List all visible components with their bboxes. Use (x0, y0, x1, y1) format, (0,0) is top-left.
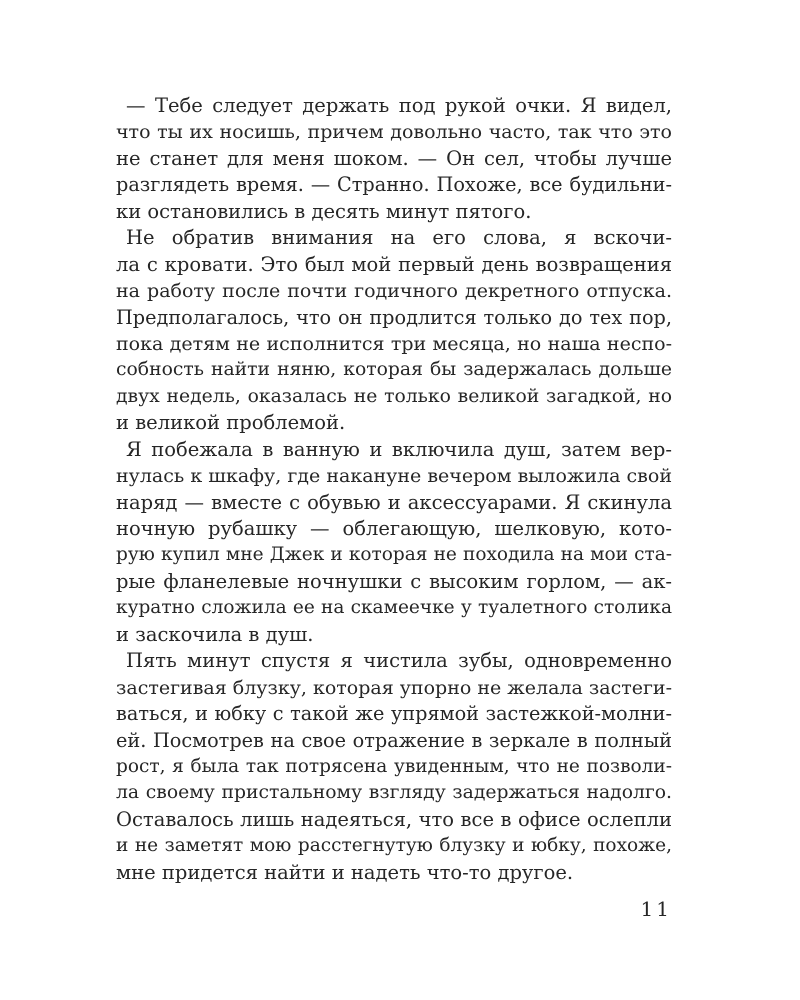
text-line: нулась к шкафу, где накануне вечером выложила свой (116, 465, 672, 488)
text-line: Пять минут спустя я чистила зубы, одновременно (126, 649, 672, 673)
text-line: застегивая блузку, которая упорно не желала застеги- (116, 676, 672, 699)
text-line: пока детям не исполнится три месяца, но наша неспо- (116, 332, 672, 355)
text-line: ей. Посмотрев на свое отражение в зеркале в полный (116, 728, 672, 752)
text-line: и не заметят мою расстегнутую блузку и юбку, похоже, (116, 835, 672, 857)
text-line: куратно сложила ее на скамеечке у туалетного столика (116, 597, 672, 619)
paragraph-3 (116, 437, 672, 649)
text-line: ки остановились в десять минут пятого. (116, 199, 532, 223)
text-line: двух недель, оказалась не только великой загадкой, но (116, 385, 672, 407)
text-line: рые фланелевые ночнушки с высоким горлом, — ак- (116, 569, 672, 593)
text-line: мне придется найти и надеть что-то другое. (116, 860, 574, 884)
text-line: и великой проблемой. (116, 411, 346, 435)
text-line: ночную рубашку — облегающую, шелковую, кото- (116, 517, 672, 540)
paragraph-2 (116, 225, 672, 437)
page-number: 11 (640, 897, 672, 921)
body-text (116, 93, 672, 886)
paragraph-1 (116, 93, 672, 225)
text-line: собность найти няню, которая бы задержалась дольше (116, 359, 672, 381)
text-line: Предполагалось, что он продлится только до тех пор, (116, 305, 672, 329)
text-line: рост, я была так потрясена увиденным, что не позволи- (116, 755, 672, 777)
text-line: разглядеть время. — Странно. Похоже, все будильни- (116, 173, 672, 197)
text-line: не станет для меня шоком. — Он сел, чтобы лучше (116, 146, 672, 170)
text-line: рую купил мне Джек и которая не походила на мои ста- (116, 544, 672, 566)
text-line: — Тебе следует держать под рукой очки. Я видел, (126, 94, 672, 117)
text-line: ваться, и юбку с такой же упрямой застежкой-молни- (116, 702, 672, 726)
text-line: и заскочила в душ. (116, 622, 314, 646)
text-line: Оставалось лишь надеяться, что все в офисе ослепли (116, 807, 672, 831)
text-line: Я побежала в ванную и включила душ, затем вер- (126, 437, 672, 461)
text-line: на работу после почти годичного декретного отпуска. (116, 280, 672, 303)
text-line: ла с кровати. Это был мой первый день возвращения (116, 252, 672, 276)
paragraph-4 (116, 648, 672, 886)
text-line: ла своему пристальному взгляду задержаться надолго. (116, 782, 672, 804)
text-line: Не обратив внимания на его слова, я вскочи- (126, 226, 672, 250)
text-line: что ты их носишь, причем довольно часто, так что это (116, 121, 672, 144)
text-line: наряд — вместе с обувью и аксессуарами. Я скинула (116, 490, 672, 514)
